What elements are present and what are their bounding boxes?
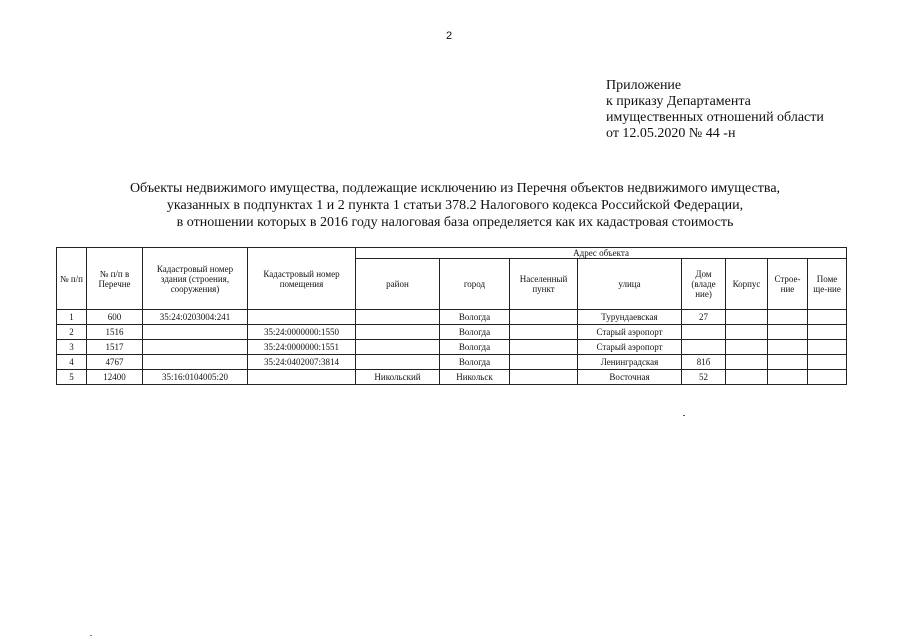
cell-pomeshchenie: [808, 325, 847, 340]
cell-stroenie: [768, 325, 808, 340]
scan-speck: [683, 415, 685, 416]
cell-num: 4: [57, 355, 87, 370]
cell-settlement: [510, 340, 578, 355]
appendix-line: от 12.05.2020 № 44 -н: [606, 126, 736, 141]
cell-pomeshchenie: [808, 340, 847, 355]
cell-korpus: [726, 355, 768, 370]
cell-pomeshchenie: [808, 310, 847, 325]
header-korpus: Корпус: [726, 259, 768, 310]
cell-stroenie: [768, 310, 808, 325]
table-row: [57, 325, 847, 340]
cell-premises: [248, 310, 356, 325]
cell-list-num: 12400: [87, 370, 143, 385]
cell-stroenie: [768, 340, 808, 355]
cell-city: Никольск: [440, 370, 510, 385]
cell-street: Турундаевская: [578, 310, 682, 325]
cell-premises: 35:24:0000000:1550: [248, 325, 356, 340]
table-row: [57, 310, 847, 325]
appendix-block: [606, 78, 824, 142]
header-num: № п/п: [57, 248, 87, 310]
cell-city: Вологда: [440, 355, 510, 370]
cell-house: 81б: [682, 355, 726, 370]
cell-building: [143, 355, 248, 370]
cell-list-num: 1516: [87, 325, 143, 340]
document-title: [70, 180, 840, 231]
cell-district: Никольский: [356, 370, 440, 385]
cell-building: [143, 340, 248, 355]
appendix-line: имущественных отношений области: [606, 110, 824, 125]
cell-district: [356, 325, 440, 340]
cell-korpus: [726, 325, 768, 340]
cell-district: [356, 355, 440, 370]
header-list-num: № п/п в Перечне: [87, 248, 143, 310]
cell-premises: [248, 370, 356, 385]
cell-pomeshchenie: [808, 370, 847, 385]
table-row: [57, 340, 847, 355]
appendix-line: Приложение: [606, 78, 682, 93]
header-settlement: Населенный пункт: [510, 259, 578, 310]
cell-house: [682, 340, 726, 355]
cell-city: Вологда: [440, 325, 510, 340]
cell-korpus: [726, 310, 768, 325]
cell-street: Старый аэропорт: [578, 325, 682, 340]
cell-city: Вологда: [440, 310, 510, 325]
title-line: Объекты недвижимого имущества, подлежащие исключению из Перечня объектов недвижимого имущества,: [129, 181, 781, 196]
cell-num: 1: [57, 310, 87, 325]
title-line: указанных в подпунктах 1 и 2 пункта 1 статьи 378.2 Налогового кодекса Российской Федерации,: [166, 198, 744, 213]
cell-num: 3: [57, 340, 87, 355]
header-building-cadastral: Кадастровый номер здания (строения, сооружения): [143, 248, 248, 310]
cell-num: 5: [57, 370, 87, 385]
cell-district: [356, 340, 440, 355]
cell-stroenie: [768, 355, 808, 370]
cell-settlement: [510, 355, 578, 370]
header-district: район: [356, 259, 440, 310]
cell-num: 2: [57, 325, 87, 340]
header-stroenie: Строе-ние: [768, 259, 808, 310]
header-address-group: Адрес объекта: [356, 248, 847, 259]
cell-district: [356, 310, 440, 325]
cell-settlement: [510, 370, 578, 385]
cell-settlement: [510, 310, 578, 325]
page-number: 2: [446, 30, 453, 42]
cell-street: Старый аэропорт: [578, 340, 682, 355]
header-pomeshchenie: Поме ще-ние: [808, 259, 847, 310]
cell-list-num: 4767: [87, 355, 143, 370]
cell-korpus: [726, 340, 768, 355]
cell-building: 35:24:0203004:241: [143, 310, 248, 325]
cell-settlement: [510, 325, 578, 340]
header-house: Дом (владе ние): [682, 259, 726, 310]
scan-speck: [90, 635, 92, 636]
cell-list-num: 1517: [87, 340, 143, 355]
table-row: [57, 370, 847, 385]
header-premises-cadastral: Кадастровый номер помещения: [248, 248, 356, 310]
cell-premises: 35:24:0000000:1551: [248, 340, 356, 355]
cell-pomeshchenie: [808, 355, 847, 370]
cell-building: 35:16:0104005:20: [143, 370, 248, 385]
cell-stroenie: [768, 370, 808, 385]
cell-street: Восточная: [578, 370, 682, 385]
cell-house: 52: [682, 370, 726, 385]
cell-house: [682, 325, 726, 340]
header-city: город: [440, 259, 510, 310]
cell-street: Ленинградская: [578, 355, 682, 370]
cell-premises: 35:24:0402007:3814: [248, 355, 356, 370]
cell-list-num: 600: [87, 310, 143, 325]
title-line: в отношении которых в 2016 году налоговая база определяется как их кадастровая стоимость: [176, 215, 734, 230]
cell-house: 27: [682, 310, 726, 325]
cell-city: Вологда: [440, 340, 510, 355]
appendix-line: к приказу Департамента: [606, 94, 751, 109]
registry-table: [56, 247, 847, 385]
header-street: улица: [578, 259, 682, 310]
cell-building: [143, 325, 248, 340]
table-row: [57, 355, 847, 370]
cell-korpus: [726, 370, 768, 385]
